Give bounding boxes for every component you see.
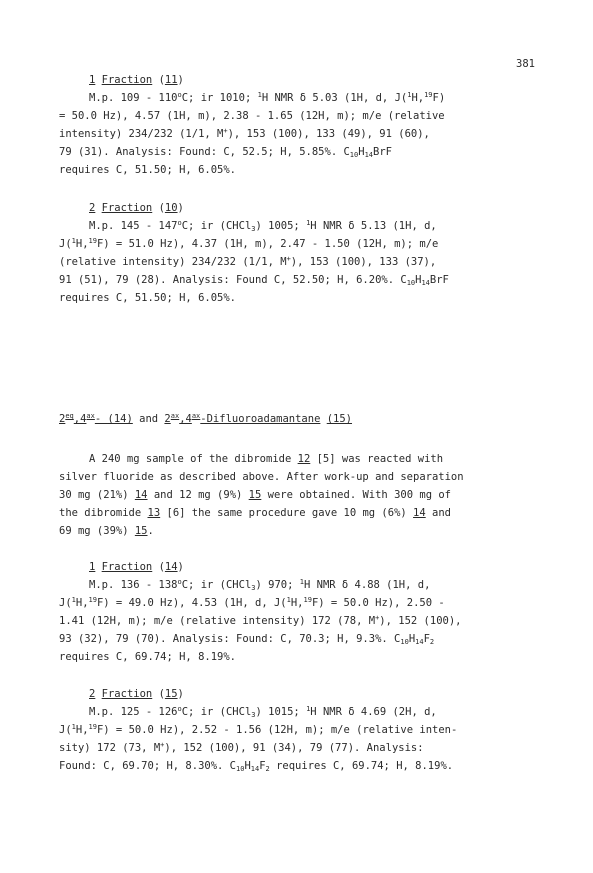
- text-line: M.p. 125 - 126$^o$C; ir (CHCl$_3$) 1015; $^1$H NMR δ 4.69 (2H, d,: [89, 705, 437, 719]
- experimental-paragraph: [59, 450, 529, 540]
- text-line: 69 mg (39%) 15.: [59, 525, 154, 537]
- fraction-heading: 2 Fraction (10): [89, 202, 184, 214]
- section-title: $2^{eq},4^{ax}-$ (14) and $2^{ax},4^{ax}$-Difluoroadamantane (15): [59, 412, 353, 425]
- text-line: J($^1$H,$^{19}$F) = 50.0 Hz), 2.52 - 1.56 (12H, m); m/e (relative inten-: [59, 723, 458, 736]
- text-line: 30 mg (21%) 14 and 12 mg (9%) 15 were obtained. With 300 mg of: [59, 489, 451, 501]
- fraction-15-block: [59, 685, 529, 775]
- text-line: intensity) 234/232 (1/1, M+), 153 (100), 133 (49), 91 (60),: [59, 127, 430, 140]
- fraction-14-block: [59, 558, 529, 666]
- fraction-heading: 2 Fraction (15): [89, 688, 184, 700]
- text-line: requires C, 51.50; H, 6.05%.: [59, 164, 237, 176]
- fraction-11-block: [59, 71, 529, 179]
- text-line: requires C, 69.74; H, 8.19%.: [59, 651, 237, 663]
- text-line: 91 (51), 79 (28). Analysis: Found C, 52.50; H, 6.20%. $C_{10}H_{14}BrF$: [59, 274, 449, 287]
- text-line: Found: C, 69.70; H, 8.30%. $C_{10}H_{14}F_2$ requires C, 69.74; H, 8.19%.: [59, 760, 454, 773]
- text-line: J($^1$H,$^{19}$F) = 51.0 Hz), 4.37 (1H, m), 2.47 - 1.50 (12H, m); m/e: [59, 237, 439, 250]
- text-line: A 240 mg sample of the dibromide 12 [5] was reacted with: [89, 453, 444, 465]
- text-line: requires C, 51.50; H, 6.05%.: [59, 292, 237, 304]
- page-number: 381: [516, 58, 535, 70]
- text-line: silver fluoride as described above. After work-up and separation: [59, 471, 464, 483]
- fraction-heading: 1 Fraction (11): [89, 74, 184, 86]
- text-line: (relative intensity) 234/232 (1/1, M+), 153 (100), 133 (37),: [59, 255, 437, 268]
- fraction-10-block: [59, 199, 529, 307]
- text-line: 93 (32), 79 (70). Analysis: Found: C, 70.3; H, 9.3%. $C_{10}H_{14}F_2$: [59, 633, 435, 646]
- fraction-heading: 1 Fraction (14): [89, 561, 184, 573]
- text-line: M.p. 109 - 110$^o$C; ir 1010; $^1$H NMR δ 5.03 (1H, d, J($^1$H,$^{19}$F): [89, 91, 446, 104]
- text-line: 79 (31). Analysis: Found: C, 52.5; H, 5.85%. $C_{10}H_{14}BrF$: [59, 146, 392, 159]
- text-line: the dibromide 13 [6] the same procedure gave 10 mg (6%) 14 and: [59, 507, 451, 519]
- text-line: M.p. 145 - 147$^o$C; ir (CHCl$_3$) 1005; $^1$H NMR δ 5.13 (1H, d,: [89, 219, 437, 233]
- text-line: J($^1$H,$^{19}$F) = 49.0 Hz), 4.53 (1H, d, J($^1$H,$^{19}$F) = 50.0 Hz), 2.50 -: [59, 596, 445, 609]
- text-line: M.p. 136 - 138$^o$C; ir (CHCl$_3$) 970; $^1$H NMR δ 4.88 (1H, d,: [89, 578, 431, 592]
- text-line: sity) 172 (73, M+), 152 (100), 91 (34), 79 (77). Analysis:: [59, 741, 424, 754]
- text-line: 1.41 (12H, m); m/e (relative intensity) 172 (78, M+), 152 (100),: [59, 614, 462, 627]
- text-line: = 50.0 Hz), 4.57 (1H, m), 2.38 - 1.65 (12H, m); m/e (relative: [59, 110, 445, 122]
